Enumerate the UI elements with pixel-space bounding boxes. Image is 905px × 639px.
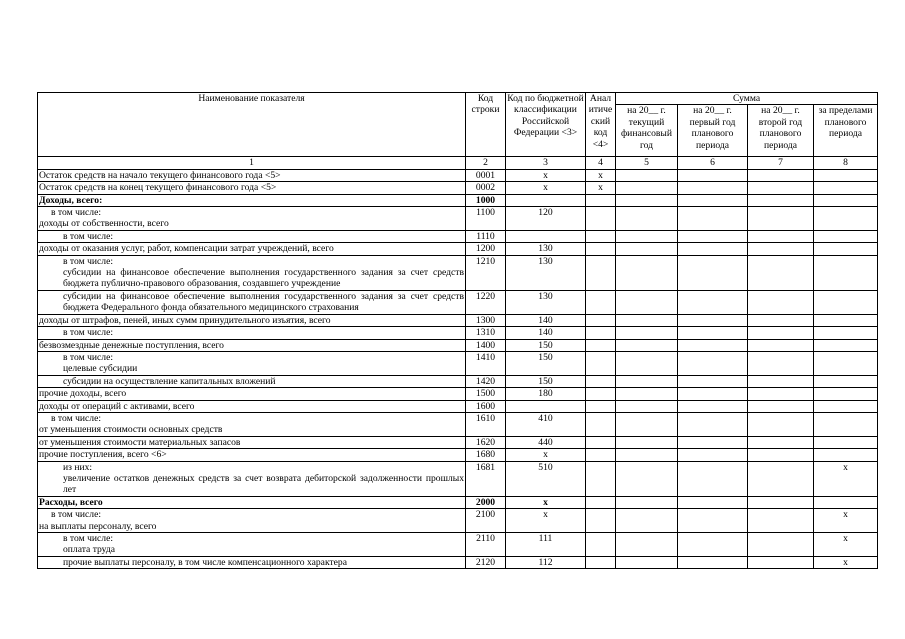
row-name-line: субсидии на финансовое обеспечение выполнения государственного задания за счет средств бюджета публично-правового образования, создавшего учреждение xyxy=(63,267,464,290)
row-code-cell: 1110 xyxy=(466,230,506,242)
row-sum-beyond-cell: x xyxy=(814,556,878,568)
row-sum-cell xyxy=(748,230,814,242)
row-sum-cell xyxy=(616,509,678,533)
col-number: 5 xyxy=(616,157,678,169)
row-sum-cell xyxy=(678,182,748,194)
row-sum-beyond-cell xyxy=(814,400,878,412)
row-code-cell: 1210 xyxy=(466,255,506,290)
row-sum-cell xyxy=(616,351,678,375)
row-name-line: в том числе: xyxy=(51,412,102,424)
row-sum-cell xyxy=(678,351,748,375)
row-sum-cell xyxy=(748,375,814,387)
table-row xyxy=(38,327,878,339)
row-sum-cell xyxy=(616,290,678,314)
row-sum-cell xyxy=(748,436,814,448)
table-row xyxy=(38,436,878,448)
row-budget-code-cell: 140 xyxy=(506,327,586,339)
row-analytic-code-cell xyxy=(586,388,616,400)
row-sum-cell xyxy=(678,449,748,461)
row-sum-cell xyxy=(748,388,814,400)
row-name-line: в том числе: xyxy=(63,533,114,544)
row-name-line: субсидии на финансовое обеспечение выполнения государственного задания за счет средств бюджета Федерального фонда обязательного медицинского страхования xyxy=(63,290,464,314)
row-budget-code-cell: 140 xyxy=(506,314,586,326)
table-row xyxy=(38,400,878,412)
row-sum-cell xyxy=(678,556,748,568)
table-row xyxy=(38,230,878,242)
row-name-line: в том числе: xyxy=(51,509,102,521)
row-name-line: на выплаты персоналу, всего xyxy=(39,520,157,532)
row-analytic-code-cell xyxy=(586,243,616,255)
header-budget-code: Код по бюджетной классификации Российской Федерации <3> xyxy=(506,93,586,157)
row-sum-cell xyxy=(748,314,814,326)
row-name-cell xyxy=(38,461,466,496)
row-sum-beyond-cell xyxy=(814,351,878,375)
row-sum-cell xyxy=(678,436,748,448)
col-number: 7 xyxy=(748,157,814,169)
row-sum-cell xyxy=(678,230,748,242)
row-name-line: в том числе: xyxy=(63,230,114,242)
table-row xyxy=(38,509,878,533)
col-number: 6 xyxy=(678,157,748,169)
row-name-line: безвозмездные денежные поступления, всего xyxy=(39,339,224,351)
row-sum-cell xyxy=(616,194,678,206)
row-sum-beyond-cell xyxy=(814,207,878,231)
row-name-cell xyxy=(38,243,466,255)
row-code-cell: 1420 xyxy=(466,375,506,387)
row-sum-beyond-cell xyxy=(814,449,878,461)
row-name-line: из них: xyxy=(63,461,93,473)
row-name-line: от уменьшения стоимости основных средств xyxy=(39,424,223,436)
row-name-cell xyxy=(38,182,466,194)
row-sum-cell xyxy=(678,327,748,339)
row-sum-cell xyxy=(678,255,748,290)
row-analytic-code-cell xyxy=(586,461,616,496)
row-sum-cell xyxy=(616,255,678,290)
header-code: Код строки xyxy=(466,93,506,157)
row-sum-beyond-cell: x xyxy=(814,509,878,533)
row-analytic-code-cell: x xyxy=(586,182,616,194)
row-name-line: увеличение остатков денежных средств за счет возврата дебиторской задолженности прошлых лет xyxy=(63,472,464,496)
row-sum-cell xyxy=(678,194,748,206)
row-name-line: доходы от собственности, всего xyxy=(39,218,169,230)
row-analytic-code-cell xyxy=(586,327,616,339)
col-number: 2 xyxy=(466,157,506,169)
row-sum-cell xyxy=(678,509,748,533)
row-sum-beyond-cell xyxy=(814,243,878,255)
col-number: 4 xyxy=(586,157,616,169)
row-sum-cell xyxy=(678,243,748,255)
row-sum-cell xyxy=(616,412,678,436)
table-row xyxy=(38,375,878,387)
row-name-line: в том числе: xyxy=(63,255,114,267)
row-budget-code-cell: 150 xyxy=(506,339,586,351)
row-sum-cell xyxy=(616,375,678,387)
table-body xyxy=(38,169,878,568)
row-sum-beyond-cell xyxy=(814,496,878,508)
table-row xyxy=(38,243,878,255)
table-row xyxy=(38,290,878,314)
row-sum-cell xyxy=(616,449,678,461)
row-sum-cell xyxy=(748,327,814,339)
row-sum-cell xyxy=(748,412,814,436)
row-name-line: доходы от операций с активами, всего xyxy=(39,400,195,412)
header-analytic-code: Анал итиче ский код <4> xyxy=(586,93,616,157)
row-analytic-code-cell xyxy=(586,449,616,461)
row-sum-cell xyxy=(678,314,748,326)
col-number: 8 xyxy=(814,157,878,169)
row-sum-cell xyxy=(616,230,678,242)
table-row xyxy=(38,449,878,461)
row-name-cell xyxy=(38,449,466,461)
row-analytic-code-cell: x xyxy=(586,169,616,181)
table-row xyxy=(38,339,878,351)
table-row xyxy=(38,351,878,375)
row-budget-code-cell: 111 xyxy=(506,533,586,557)
table-header xyxy=(38,93,878,170)
row-code-cell: 1400 xyxy=(466,339,506,351)
row-budget-code-cell: 410 xyxy=(506,412,586,436)
row-budget-code-cell: x xyxy=(506,496,586,508)
row-sum-cell xyxy=(748,243,814,255)
row-sum-cell xyxy=(748,509,814,533)
row-budget-code-cell: 130 xyxy=(506,255,586,290)
row-code-cell: 1681 xyxy=(466,461,506,496)
row-budget-code-cell: x xyxy=(506,509,586,533)
row-code-cell: 0001 xyxy=(466,169,506,181)
row-code-cell: 1300 xyxy=(466,314,506,326)
row-sum-beyond-cell xyxy=(814,169,878,181)
row-budget-code-cell: x xyxy=(506,449,586,461)
row-analytic-code-cell xyxy=(586,400,616,412)
row-sum-cell xyxy=(748,255,814,290)
row-name-line: целевые субсидии xyxy=(63,363,138,375)
row-name-cell xyxy=(38,290,466,314)
row-budget-code-cell: x xyxy=(506,182,586,194)
row-name-cell xyxy=(38,375,466,387)
row-sum-beyond-cell: x xyxy=(814,533,878,557)
row-analytic-code-cell xyxy=(586,496,616,508)
row-budget-code-cell: 130 xyxy=(506,243,586,255)
row-name-cell xyxy=(38,314,466,326)
row-budget-code-cell xyxy=(506,230,586,242)
row-sum-beyond-cell xyxy=(814,230,878,242)
row-analytic-code-cell xyxy=(586,556,616,568)
row-analytic-code-cell xyxy=(586,412,616,436)
financial-plan-table xyxy=(37,92,878,569)
row-sum-cell xyxy=(748,461,814,496)
row-sum-beyond-cell xyxy=(814,412,878,436)
row-analytic-code-cell xyxy=(586,194,616,206)
row-code-cell: 2100 xyxy=(466,509,506,533)
row-budget-code-cell xyxy=(506,194,586,206)
row-analytic-code-cell xyxy=(586,509,616,533)
row-budget-code-cell: 112 xyxy=(506,556,586,568)
table-row xyxy=(38,496,878,508)
row-name-line: в том числе: xyxy=(63,327,114,339)
row-sum-cell xyxy=(616,207,678,231)
row-name-line: прочие доходы, всего xyxy=(39,388,127,400)
table-row xyxy=(38,169,878,181)
row-name-cell xyxy=(38,169,466,181)
row-name-cell xyxy=(38,556,466,568)
row-name-line: доходы от штрафов, пеней, иных сумм принудительного изъятия, всего xyxy=(39,314,331,326)
row-name-line: Остаток средств на конец текущего финансового года <5> xyxy=(39,182,277,194)
row-code-cell: 1200 xyxy=(466,243,506,255)
row-name-cell xyxy=(38,351,466,375)
row-name-line: от уменьшения стоимости материальных запасов xyxy=(39,436,241,448)
row-sum-cell xyxy=(678,339,748,351)
row-sum-cell xyxy=(678,207,748,231)
row-sum-beyond-cell xyxy=(814,327,878,339)
row-sum-cell xyxy=(678,496,748,508)
row-sum-cell xyxy=(748,400,814,412)
row-budget-code-cell: 150 xyxy=(506,375,586,387)
row-code-cell: 1100 xyxy=(466,207,506,231)
col-number: 1 xyxy=(38,157,466,169)
row-sum-cell xyxy=(616,327,678,339)
row-analytic-code-cell xyxy=(586,314,616,326)
row-name-cell xyxy=(38,388,466,400)
row-sum-cell xyxy=(616,400,678,412)
row-name-line: Остаток средств на начало текущего финансового года <5> xyxy=(39,169,281,181)
row-sum-cell xyxy=(678,388,748,400)
row-sum-cell xyxy=(748,556,814,568)
table-row xyxy=(38,556,878,568)
row-name-line: доходы от оказания услуг, работ, компенсации затрат учреждений, всего xyxy=(39,243,334,255)
row-code-cell: 1610 xyxy=(466,412,506,436)
row-name-line: оплата труда xyxy=(63,544,116,556)
table-row xyxy=(38,533,878,557)
column-number-row xyxy=(38,157,878,169)
row-code-cell: 2110 xyxy=(466,533,506,557)
table-row xyxy=(38,461,878,496)
row-code-cell: 1680 xyxy=(466,449,506,461)
row-sum-cell xyxy=(616,388,678,400)
row-budget-code-cell: 130 xyxy=(506,290,586,314)
row-code-cell: 1410 xyxy=(466,351,506,375)
row-name-line: в том числе: xyxy=(63,351,114,363)
row-sum-beyond-cell xyxy=(814,194,878,206)
header-period-beyond: за пределами планового периода xyxy=(814,105,878,157)
row-sum-cell xyxy=(616,556,678,568)
row-code-cell: 1620 xyxy=(466,436,506,448)
row-budget-code-cell: 440 xyxy=(506,436,586,448)
row-name-cell xyxy=(38,230,466,242)
row-sum-beyond-cell xyxy=(814,255,878,290)
row-name-cell xyxy=(38,400,466,412)
row-sum-cell xyxy=(678,169,748,181)
row-name-line: прочие выплаты персоналу, в том числе компенсационного характера xyxy=(63,556,347,568)
table-row xyxy=(38,388,878,400)
row-sum-beyond-cell xyxy=(814,339,878,351)
row-budget-code-cell: 510 xyxy=(506,461,586,496)
row-name-line: субсидии на осуществление капитальных вложений xyxy=(63,375,276,387)
financial-plan-page xyxy=(37,92,877,569)
table-row xyxy=(38,314,878,326)
row-sum-beyond-cell xyxy=(814,375,878,387)
row-sum-cell xyxy=(678,400,748,412)
row-name-line: в том числе: xyxy=(51,207,102,219)
row-name-cell xyxy=(38,412,466,436)
header-name: Наименование показателя xyxy=(38,93,466,157)
row-name-cell xyxy=(38,509,466,533)
table-row xyxy=(38,194,878,206)
row-analytic-code-cell xyxy=(586,290,616,314)
row-sum-beyond-cell xyxy=(814,436,878,448)
row-sum-cell xyxy=(616,169,678,181)
header-period-second: на 20__ г. второй год планового периода xyxy=(748,105,814,157)
row-sum-cell xyxy=(616,436,678,448)
row-analytic-code-cell xyxy=(586,255,616,290)
row-budget-code-cell: x xyxy=(506,169,586,181)
row-name-cell xyxy=(38,194,466,206)
row-code-cell: 0002 xyxy=(466,182,506,194)
header-period-first: на 20__ г. первый год планового периода xyxy=(678,105,748,157)
table-row xyxy=(38,255,878,290)
row-analytic-code-cell xyxy=(586,230,616,242)
row-code-cell: 1220 xyxy=(466,290,506,314)
row-sum-beyond-cell xyxy=(814,182,878,194)
row-budget-code-cell: 120 xyxy=(506,207,586,231)
row-sum-cell xyxy=(678,412,748,436)
row-sum-beyond-cell xyxy=(814,388,878,400)
row-name-cell xyxy=(38,339,466,351)
row-budget-code-cell xyxy=(506,400,586,412)
row-sum-cell xyxy=(748,496,814,508)
row-sum-cell xyxy=(678,533,748,557)
row-sum-cell xyxy=(748,207,814,231)
row-name-line: Расходы, всего xyxy=(39,496,103,508)
row-sum-cell xyxy=(748,194,814,206)
row-code-cell: 1000 xyxy=(466,194,506,206)
row-name-cell xyxy=(38,207,466,231)
header-period-current: на 20__ г. текущий финансовый год xyxy=(616,105,678,157)
row-sum-cell xyxy=(678,375,748,387)
row-sum-cell xyxy=(616,339,678,351)
row-budget-code-cell: 180 xyxy=(506,388,586,400)
row-analytic-code-cell xyxy=(586,207,616,231)
row-code-cell: 1500 xyxy=(466,388,506,400)
row-name-line: Доходы, всего: xyxy=(39,194,103,206)
row-analytic-code-cell xyxy=(586,351,616,375)
row-name-cell xyxy=(38,496,466,508)
row-sum-cell xyxy=(678,290,748,314)
row-sum-cell xyxy=(748,533,814,557)
row-analytic-code-cell xyxy=(586,533,616,557)
row-sum-cell xyxy=(678,461,748,496)
row-sum-cell xyxy=(616,533,678,557)
row-code-cell: 1310 xyxy=(466,327,506,339)
table-row xyxy=(38,412,878,436)
row-name-cell xyxy=(38,327,466,339)
row-code-cell: 2000 xyxy=(466,496,506,508)
row-sum-beyond-cell xyxy=(814,314,878,326)
row-sum-cell xyxy=(616,182,678,194)
row-sum-beyond-cell: x xyxy=(814,461,878,496)
row-sum-cell xyxy=(616,461,678,496)
row-sum-cell xyxy=(748,182,814,194)
row-sum-cell xyxy=(616,496,678,508)
row-analytic-code-cell xyxy=(586,436,616,448)
row-name-cell xyxy=(38,533,466,557)
row-sum-cell xyxy=(616,243,678,255)
table-row xyxy=(38,182,878,194)
row-sum-cell xyxy=(748,449,814,461)
row-sum-cell xyxy=(748,339,814,351)
row-name-cell xyxy=(38,436,466,448)
row-analytic-code-cell xyxy=(586,339,616,351)
row-name-line: прочие поступления, всего <6> xyxy=(39,449,167,461)
table-row xyxy=(38,207,878,231)
row-name-cell xyxy=(38,255,466,290)
row-budget-code-cell: 150 xyxy=(506,351,586,375)
header-sum: Сумма xyxy=(616,93,878,105)
col-number: 3 xyxy=(506,157,586,169)
row-code-cell: 1600 xyxy=(466,400,506,412)
row-sum-cell xyxy=(748,169,814,181)
row-sum-cell xyxy=(748,351,814,375)
row-analytic-code-cell xyxy=(586,375,616,387)
row-code-cell: 2120 xyxy=(466,556,506,568)
row-sum-beyond-cell xyxy=(814,290,878,314)
row-sum-cell xyxy=(748,290,814,314)
row-sum-cell xyxy=(616,314,678,326)
